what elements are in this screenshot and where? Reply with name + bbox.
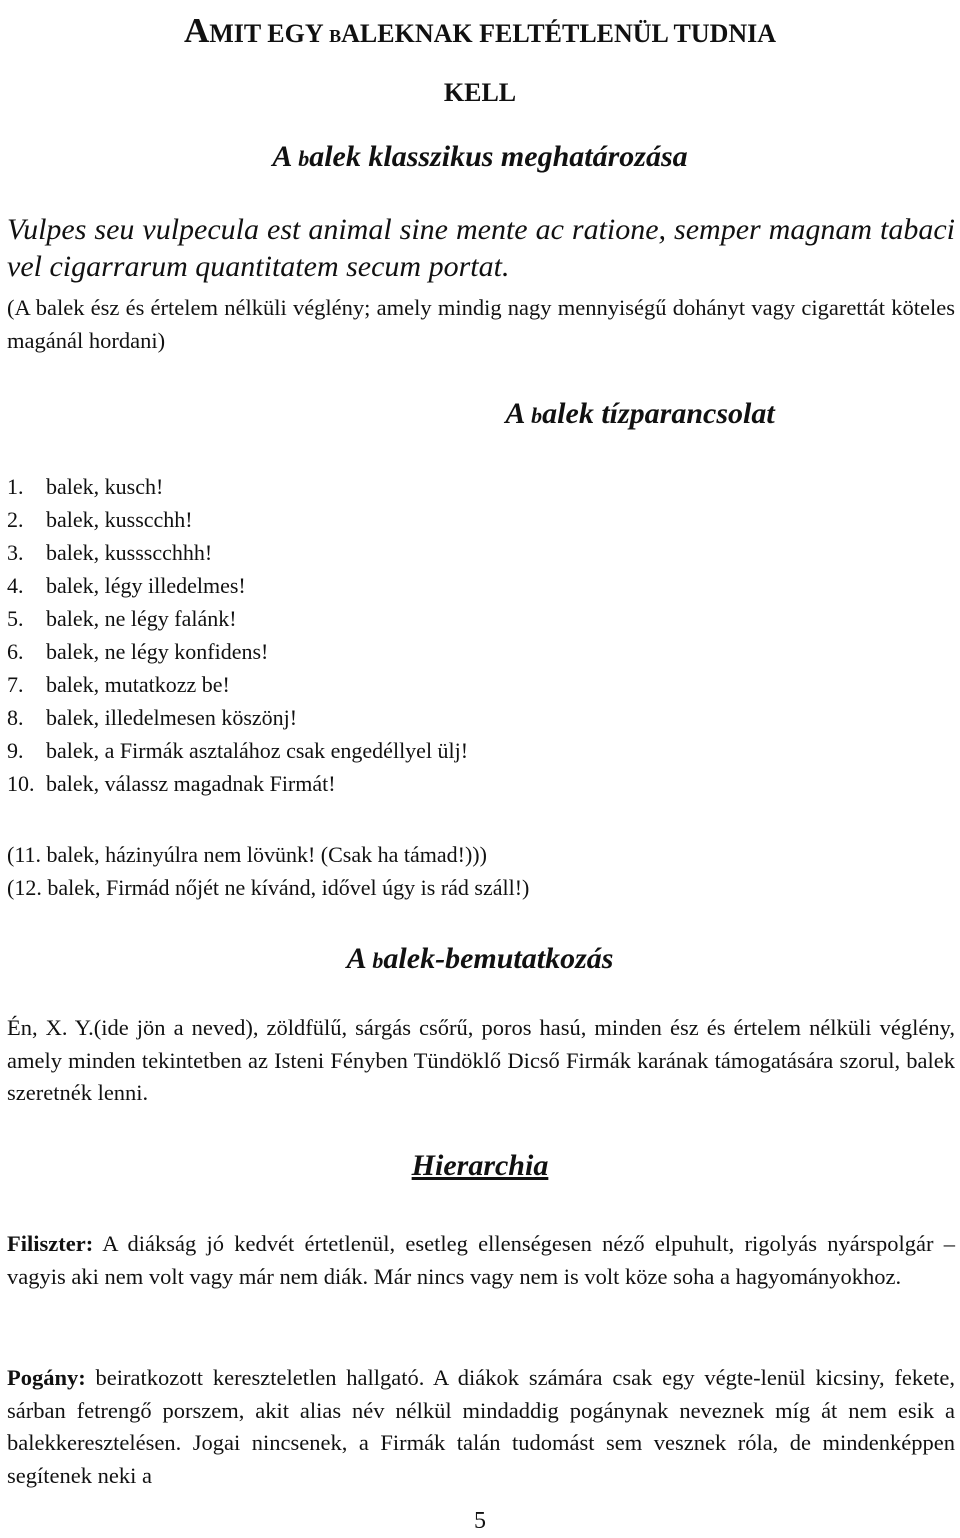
extra-commandment: (12. balek, Firmád nőjét ne kívánd, idővel úgy is rád száll!) [7,875,530,900]
heading-prefix: A [505,397,532,430]
latin-definition: Vulpes seu vulpecula est animal sine mente ac ratione, semper magnam tabaci vel cigarrarum quantitatem secum portat. [7,213,955,283]
commandment-item [7,470,468,503]
commandment-number: 9. [7,738,24,763]
commandment-number: 5. [7,606,24,631]
commandment-text: balek, kusch! [46,474,164,499]
pogany-term: Pogány: [7,1365,86,1390]
page-title [0,4,960,119]
commandment-number: 10. [7,771,35,796]
hierarchy-heading: Hierarchia [411,1149,549,1182]
commandment-text: balek, ne légy konfidens! [46,639,269,664]
commandment-number: 7. [7,672,24,697]
page-number: 5 [474,1508,486,1534]
commandment-item [7,701,468,734]
definition-translation: (A balek ész és értelem nélküli véglény; amely mindig nagy mennyiségű dohányt vagy cigarettát köteles magánál hordani) [7,295,955,353]
title-line-2: KELL [443,78,517,107]
commandments-list [7,470,468,800]
commandments-heading [160,396,960,434]
commandment-number: 8. [7,705,24,730]
commandment-text: balek, ne légy falánk! [46,606,237,631]
commandment-text: balek, illedelmesen köszönj! [46,705,298,730]
heading-b: b [531,403,543,428]
commandment-text: balek, mutatkozz be! [46,672,230,697]
commandment-text: balek, válassz magadnak Firmát! [46,771,336,796]
heading-prefix: A [346,942,373,975]
title-part: ALEKNAK FELTÉTLENÜL TUDNIA [341,19,777,48]
heading-b: b [372,948,384,973]
extra-commandment: (11. balek, házinyúlra nem lövünk! (Csak ha támad!))) [7,842,487,867]
heading-text: alek-bemutatkozás [383,942,614,975]
title-initial: A [183,11,210,50]
commandment-number: 2. [7,507,24,532]
filiszter-text: A diákság jó kedvét értetlenül, esetleg ellenségesen néző elpuhult, rigolyás nyárspolgár – vagyis aki nem volt vagy már nem diák. Már nincs vagy nem is volt köze soha a hagyományokhoz. [7,1231,955,1289]
filiszter-term: Filiszter: [7,1231,94,1256]
heading-prefix: A [272,140,299,173]
commandment-number: 3. [7,540,24,565]
commandment-item [7,668,468,701]
heading-text: alek klasszikus meghatározása [309,140,688,173]
extra-commandments [7,838,529,904]
title-b: B [329,26,342,46]
heading-text: alek tízparancsolat [542,397,775,430]
commandment-number: 1. [7,474,24,499]
commandment-item [7,536,468,569]
introduction-text: Én, X. Y.(ide jön a neved), zöldfülű, sárgás csőrű, poros hasú, minden ész és értelem nélküli véglény, amely minden tekintetben az Isteni Fényben Tündöklő Dicső Firmák karának támogatására szorul, balek szeretnék lenni. [7,1015,955,1105]
commandment-item [7,767,468,800]
commandment-item [7,569,468,602]
filiszter-definition [7,1228,955,1293]
commandment-text: balek, kusscchh! [46,507,193,532]
heading-b: b [298,146,310,171]
commandment-item [7,503,468,536]
commandment-text: balek, légy illedelmes! [46,573,246,598]
commandment-item [7,635,468,668]
introduction-heading [0,941,960,979]
commandment-item [7,734,468,767]
definition-heading [0,139,960,177]
title-part: MIT EGY [209,19,330,48]
commandment-number: 4. [7,573,24,598]
commandment-number: 6. [7,639,24,664]
commandment-text: balek, a Firmák asztalához csak engedéllyel ülj! [46,738,469,763]
commandment-text: balek, kussscchhh! [46,540,213,565]
pogany-text: beiratkozott kereszteletlen hallgató. A diákok számára csak egy végte-lenül kicsiny, fekete, sárban fetrengő porszem, akit alias név nélkül mindaddig pogánynak neveznek míg át nem esik a balekkeresztelésen. Jogai nincsenek, a Firmák talán tudomást sem vesznek róla, de mindenképpen segítenek neki a [7,1365,955,1488]
commandment-item [7,602,468,635]
pogany-definition [7,1362,955,1492]
